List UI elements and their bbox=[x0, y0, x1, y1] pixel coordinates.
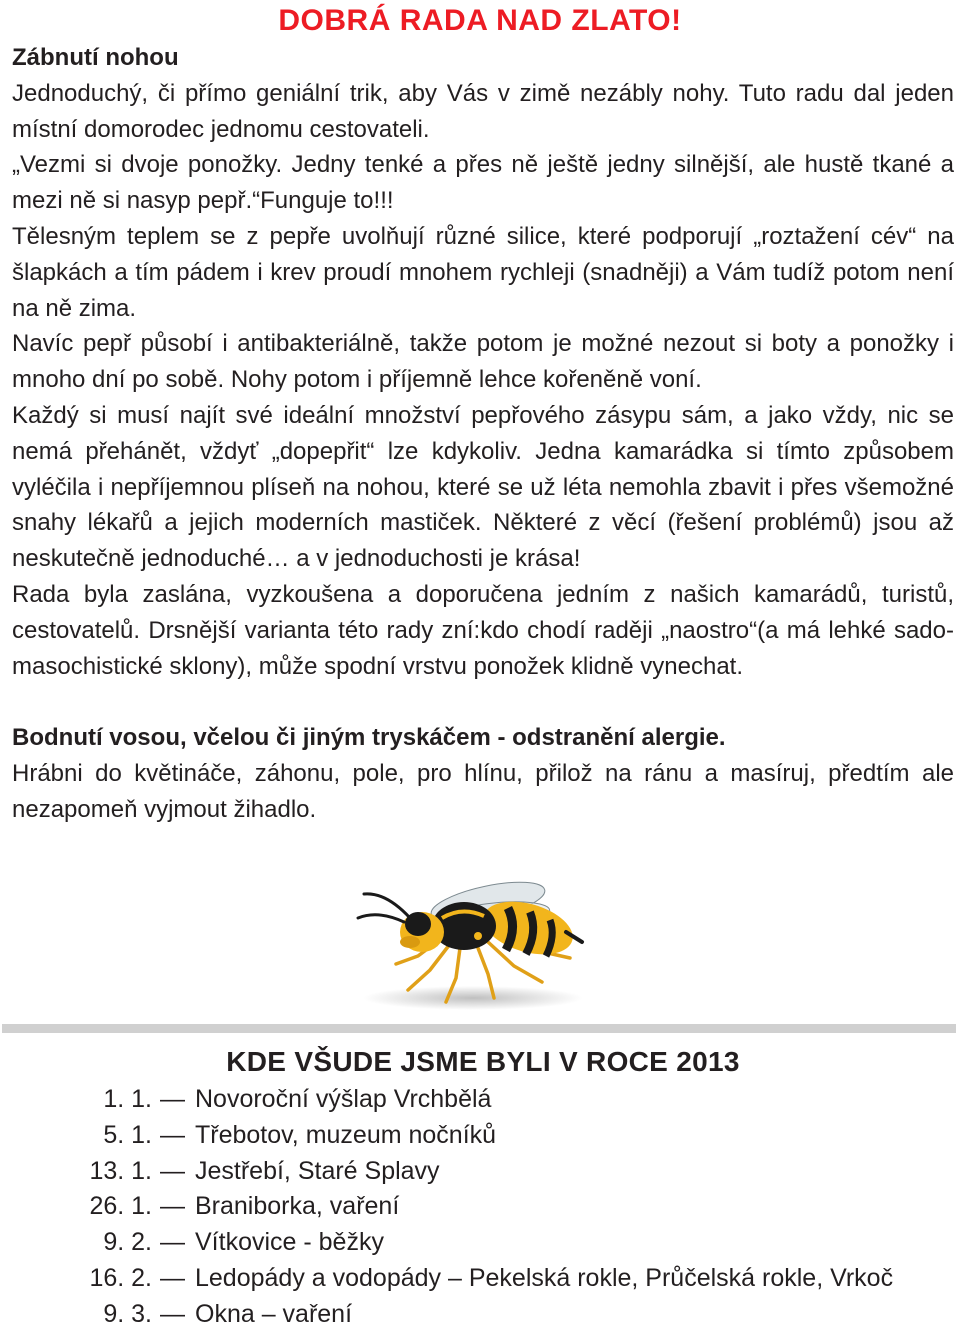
paragraph: Každý si musí najít své ideální množství pepřového zásypu sám, a jako vždy, nic se nemá přehánět, vždyť „dopepřit“ lze kdykoliv. Jedna kamarádka si tímto způsobem vyléčila i nepříjemnou plíseň na nohou, které se už léta nemohla zbavit i přes všemožné snahy lékařů a jejich moderních mastiček. Některé z věcí (řešení problémů) jsou až neskutečně jednoduché… a v jednoduchosti je krása! bbox=[12, 401, 954, 573]
dash: — bbox=[160, 1192, 185, 1221]
dash: — bbox=[160, 1263, 185, 1292]
page-title: DOBRÁ RADA NAD ZLATO! bbox=[278, 4, 682, 37]
trip-date: 9. 3. bbox=[103, 1299, 152, 1328]
paragraph: Hrábni do květináče, záhonu, pole, pro hlínu, přilož na ránu a masíruj, předtím ale nezapomeň vyjmout žihadlo. bbox=[12, 759, 954, 823]
dash: — bbox=[160, 1120, 185, 1149]
article bbox=[12, 40, 954, 828]
trip-date: 5. 1. bbox=[103, 1120, 152, 1149]
dash: — bbox=[160, 1228, 185, 1257]
trip-date: 13. 1. bbox=[89, 1156, 152, 1185]
trip-name: Jestřebí, Staré Splavy bbox=[195, 1156, 440, 1185]
list-item bbox=[70, 1154, 893, 1190]
divider bbox=[2, 1024, 956, 1033]
dash: — bbox=[160, 1299, 185, 1328]
trip-name: Okna – vaření bbox=[195, 1299, 353, 1328]
list-item bbox=[70, 1225, 893, 1261]
list-item bbox=[70, 1118, 893, 1154]
trip-name: Ledopády a vodopády – Pekelská rokle, Průčelská rokle, Vrkoč bbox=[195, 1263, 894, 1292]
trip-name: Braniborka, vaření bbox=[195, 1192, 400, 1221]
list-item bbox=[70, 1082, 893, 1118]
dash: — bbox=[160, 1085, 185, 1113]
wasp-illustration bbox=[338, 866, 598, 1016]
trip-date: 1. 1. bbox=[103, 1085, 152, 1113]
trip-name: Novoroční výšlap Vrchbělá bbox=[195, 1085, 492, 1113]
trip-name: Třebotov, muzeum nočníků bbox=[195, 1120, 497, 1149]
paragraph: „Vezmi si dvoje ponožky. Jedny tenké a přes ně ještě jedny silnější, ale hustě tkané a mezi ně si nasyp pepř.“Funguje to!!! bbox=[12, 151, 954, 215]
section-title-cold-feet: Zábnutí nohou bbox=[12, 44, 179, 71]
section-title-wasp-sting: Bodnutí vosou, včelou či jiným tryskáčem - odstranění alergie. bbox=[12, 724, 726, 752]
dash: — bbox=[160, 1156, 185, 1185]
trips-title: KDE VŠUDE JSME BYLI V ROCE 2013 bbox=[226, 1046, 740, 1077]
trips-list bbox=[70, 1082, 893, 1333]
trip-date: 16. 2. bbox=[89, 1263, 152, 1292]
paragraph: Rada byla zaslána, vyzkoušena a doporučena jedním z našich kamarádů, turistů, cestovatelů. Drsnější varianta této rady zní:kdo chodí raději „naostro“(a má lehké sado-masochistické sklony), může spodní vrstvu ponožek klidně vynechat. bbox=[12, 580, 954, 680]
trip-name: Vítkovice - běžky bbox=[195, 1228, 384, 1257]
list-item bbox=[70, 1189, 893, 1225]
paragraph: Jednoduchý, či přímo geniální trik, aby Vás v zimě nezábly nohy. Tuto radu dal jeden místní domorodec jednomu cestovateli. bbox=[12, 79, 954, 143]
paragraph: Tělesným teplem se z pepře uvolňují různé silice, které podporují „roztažení cév“ na šlapkách a tím pádem i krev proudí mnohem rychleji (snadněji) a Vám tudíž potom není na ně zima. bbox=[12, 222, 954, 322]
list-item bbox=[70, 1261, 893, 1297]
spacer bbox=[12, 684, 954, 720]
trip-date: 9. 2. bbox=[103, 1228, 152, 1257]
list-item bbox=[70, 1297, 893, 1333]
trip-date: 26. 1. bbox=[89, 1192, 152, 1221]
paragraph: Navíc pepř působí i antibakteriálně, takže potom je možné nezout si boty a ponožky i mnoho dní po sobě. Nohy potom i příjemně lehce kořeněně voní. bbox=[12, 330, 954, 394]
